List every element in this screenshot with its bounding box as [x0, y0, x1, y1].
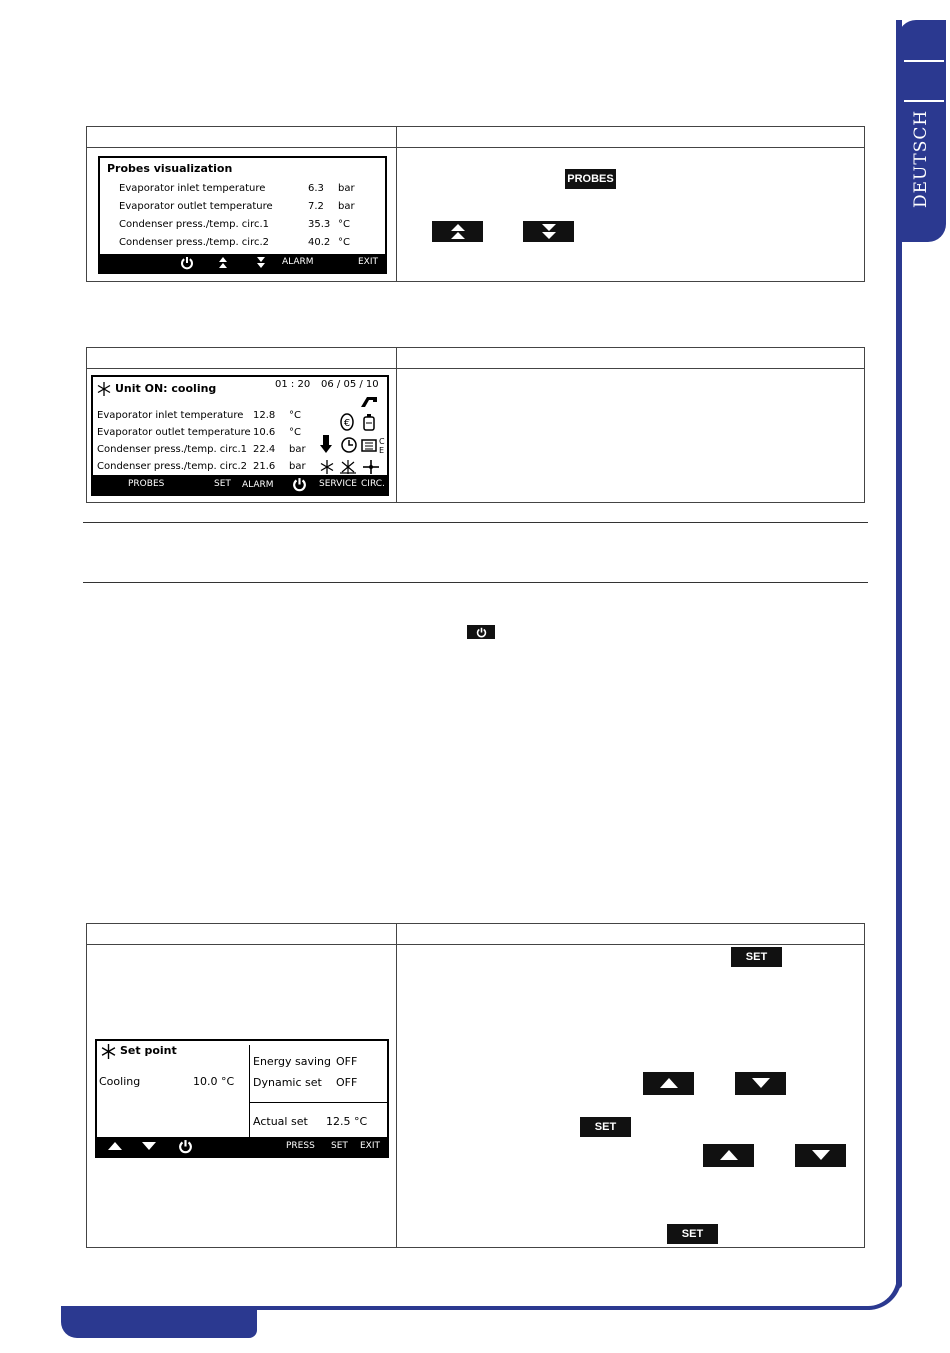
setpoint-display	[95, 1039, 389, 1158]
probe-label: Evaporator outlet temperature	[97, 427, 251, 438]
probe-label: Condenser press./temp. circ.1	[119, 219, 270, 230]
probe-unit: °C	[289, 410, 301, 421]
scroll-down-icon	[257, 257, 265, 269]
down-key	[795, 1144, 846, 1167]
clock-date: 06 / 05 / 10	[321, 379, 379, 390]
table-header	[87, 127, 864, 148]
exit-softkey: EXIT	[358, 257, 379, 267]
probe-label: Condenser press./temp. circ.2	[119, 237, 270, 248]
probe-value: 21.6	[253, 461, 276, 472]
tab-divider	[904, 100, 944, 102]
probe-label: Evaporator inlet temperature	[119, 183, 266, 194]
display-softkey-bar	[97, 1137, 387, 1156]
up-arrow-icon	[108, 1142, 122, 1151]
probes-key: PROBES	[565, 169, 616, 189]
defrost-arrow-icon	[320, 435, 332, 455]
section-rule	[83, 582, 868, 583]
display-softkey-bar	[93, 475, 387, 494]
probe-unit: °C	[338, 219, 350, 230]
scroll-down-key	[523, 221, 574, 242]
probe-unit: bar	[338, 183, 355, 194]
column-divider	[396, 127, 397, 281]
up-arrow-icon	[660, 1078, 678, 1089]
scroll-up-icon	[451, 224, 465, 240]
service-softkey: SERVICE	[319, 479, 357, 489]
down-key	[735, 1072, 786, 1095]
scroll-up-icon	[219, 257, 227, 269]
mode-value: 10.0 °C	[193, 1075, 235, 1088]
snowflake-icon	[97, 382, 111, 396]
set-key: SET	[580, 1117, 631, 1137]
svg-text:€: €	[343, 418, 351, 429]
energy-saving-label: Energy saving	[253, 1055, 331, 1068]
probe-label: Condenser press./temp. circ.1	[97, 444, 248, 455]
power-icon	[476, 627, 487, 638]
press-softkey: PRESS	[286, 1141, 315, 1151]
section-rule	[83, 522, 868, 523]
display-title: Unit ON: cooling	[115, 382, 217, 395]
snowflake-icon	[319, 459, 335, 475]
probe-unit: bar	[338, 201, 355, 212]
tab-divider	[904, 60, 944, 62]
power-icon	[178, 1139, 193, 1154]
probe-value: 35.3	[308, 219, 331, 230]
sun-icon	[339, 459, 357, 475]
probe-label: Evaporator outlet temperature	[119, 201, 273, 212]
dynamic-set-value: OFF	[336, 1076, 358, 1089]
probe-unit: °C	[338, 237, 350, 248]
pump-icon	[359, 393, 379, 409]
scroll-up-key	[432, 221, 483, 242]
table-header	[87, 348, 864, 369]
power-icon	[180, 256, 194, 270]
language-tab	[898, 20, 946, 242]
circ-softkey: CIRC.	[361, 479, 385, 489]
probe-label: Condenser press./temp. circ.2	[97, 461, 248, 472]
ce-label: C E	[379, 437, 385, 455]
main-display	[91, 375, 389, 496]
probe-value: 22.4	[253, 444, 276, 455]
down-arrow-icon	[752, 1078, 770, 1089]
actual-set-label: Actual set	[253, 1115, 308, 1128]
probe-unit: °C	[289, 427, 301, 438]
up-key	[643, 1072, 694, 1095]
display-softkey-bar	[100, 254, 385, 272]
language-label: DEUTSCH	[911, 109, 931, 208]
probe-unit: bar	[289, 444, 306, 455]
column-divider	[396, 348, 397, 502]
dynamic-set-label: Dynamic set	[253, 1076, 322, 1089]
set-key: SET	[731, 947, 782, 967]
down-arrow-icon	[142, 1142, 156, 1151]
alarm-softkey: ALARM	[242, 480, 274, 490]
mode-label: Cooling	[99, 1075, 141, 1088]
probe-value: 6.3	[308, 183, 324, 194]
power-key	[467, 625, 495, 639]
panel-divider	[249, 1045, 250, 1137]
probe-value: 40.2	[308, 237, 331, 248]
up-key	[703, 1144, 754, 1167]
scroll-down-icon	[542, 224, 556, 240]
exit-softkey: EXIT	[360, 1141, 381, 1151]
probe-value: 7.2	[308, 201, 324, 212]
up-arrow-icon	[720, 1150, 738, 1161]
panel-divider	[249, 1102, 388, 1103]
set-softkey: SET	[331, 1141, 348, 1151]
tank-icon	[363, 413, 375, 431]
power-icon	[292, 477, 307, 492]
table-header	[87, 924, 864, 945]
snowflake-icon	[101, 1044, 116, 1059]
alarm-softkey: ALARM	[282, 257, 314, 267]
fan-icon	[362, 459, 380, 475]
probe-value: 10.6	[253, 427, 276, 438]
probe-unit: bar	[289, 461, 306, 472]
display-title: Set point	[120, 1044, 177, 1057]
clock-time: 01 : 20	[275, 379, 311, 390]
probe-label: Evaporator inlet temperature	[97, 410, 244, 421]
page-number-tab	[61, 1306, 257, 1338]
page-frame-corner	[846, 1260, 902, 1310]
column-divider	[396, 924, 397, 1247]
probes-softkey: PROBES	[128, 479, 165, 489]
down-arrow-icon	[812, 1150, 830, 1161]
display-title: Probes visualization	[107, 162, 233, 175]
probe-value: 12.8	[253, 410, 276, 421]
compressor-icon	[340, 413, 354, 431]
set-softkey: SET	[214, 479, 231, 489]
probes-display	[98, 156, 387, 274]
actual-set-value: 12.5 °C	[326, 1115, 368, 1128]
energy-saving-value: OFF	[336, 1055, 358, 1068]
clock-icon	[341, 437, 357, 453]
heater-icon	[361, 437, 379, 453]
page-frame-bottom	[250, 1306, 870, 1310]
set-key: SET	[667, 1224, 718, 1244]
